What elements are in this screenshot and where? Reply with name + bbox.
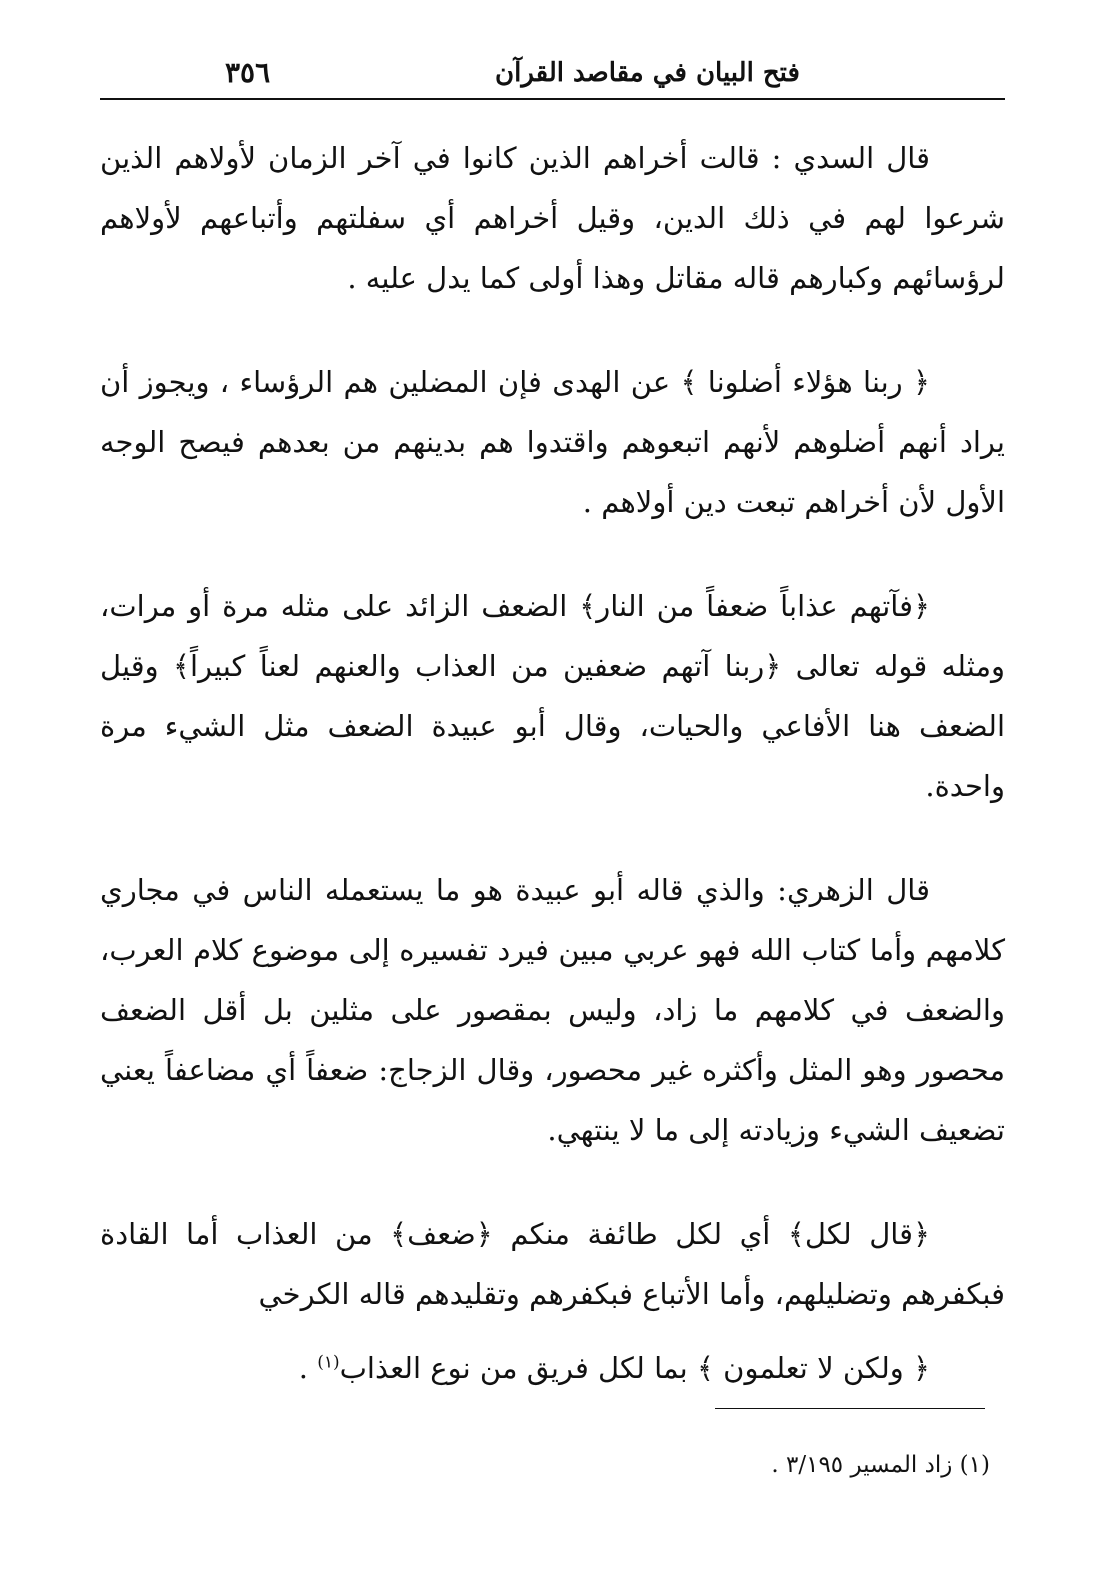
header-rule <box>100 98 1005 100</box>
last-line-tail: . <box>298 1351 318 1385</box>
paragraph-1: قال السدي : قالت أخراهم الذين كانوا في آخر الزمان لأولاهم الذين شرعوا لهم في ذلك الدين، وقيل أخراهم أي سفلتهم وأتباعهم لأولاهم لرؤسائهم وكبارهم قاله مقاتل وهذا أولى كما يدل عليه . <box>100 141 1005 295</box>
last-line-text: ﴿ ولكن لا تعلمون ﴾ بما لكل فريق من نوع العذاب <box>339 1351 930 1385</box>
paragraph-2: ﴿ ربنا هؤلاء أضلونا ﴾ عن الهدى فإن المضلين هم الرؤساء ، ويجوز أن يراد أنهم أضلوهم لأنهم اتبعوهم واقتدوا هم بدينهم من بعدهم فيصح الوجه الأول لأن أخراهم تبعت دين أولاهم . <box>100 365 1005 519</box>
paragraph-4: قال الزهري: والذي قاله أبو عبيدة هو ما يستعمله الناس في مجاري كلامهم وأما كتاب الله فهو عربي مبين فيرد تفسيره إلى موضوع كلام العرب، والضعف في كلامهم ما زاد، وليس بمقصور على مثلين بل أقل الضعف محصور وهو المثل وأكثره غير محصور، وقال الزجاج: ضعفاً أي مضاعفاً يعني تضعيف الشيء وزيادته إلى ما لا ينتهي. <box>100 873 1005 1147</box>
paragraph-6 <box>100 1338 1005 1398</box>
footnote-rule <box>715 1408 985 1409</box>
page-header <box>100 52 1005 102</box>
footnote: (١) زاد المسير ٣/١٩٥ . <box>771 1452 990 1478</box>
body-text <box>100 128 1005 1398</box>
page-number: ٣٥٦ <box>225 56 271 89</box>
paragraph-5: ﴿قال لكل﴾ أي لكل طائفة منكم ﴿ضعف﴾ من العذاب أما القادة فبكفرهم وتضليلهم، وأما الأتباع فبكفرهم وتقليدهم قاله الكرخي <box>100 1217 1005 1311</box>
running-title: فتح البيان في مقاصد القرآن <box>495 58 800 88</box>
paragraph-3: ﴿فآتهم عذاباً ضعفاً من النار﴾ الضعف الزائد على مثله مرة أو مرات، ومثله قوله تعالى ﴿ربنا آتهم ضعفين من العذاب والعنهم لعناً كبيراً﴾ وقيل الضعف هنا الأفاعي والحيات، وقال أبو عبيدة الضعف مثل الشيء مرة واحدة. <box>100 589 1005 803</box>
footnote-marker: (١) <box>317 1352 340 1373</box>
